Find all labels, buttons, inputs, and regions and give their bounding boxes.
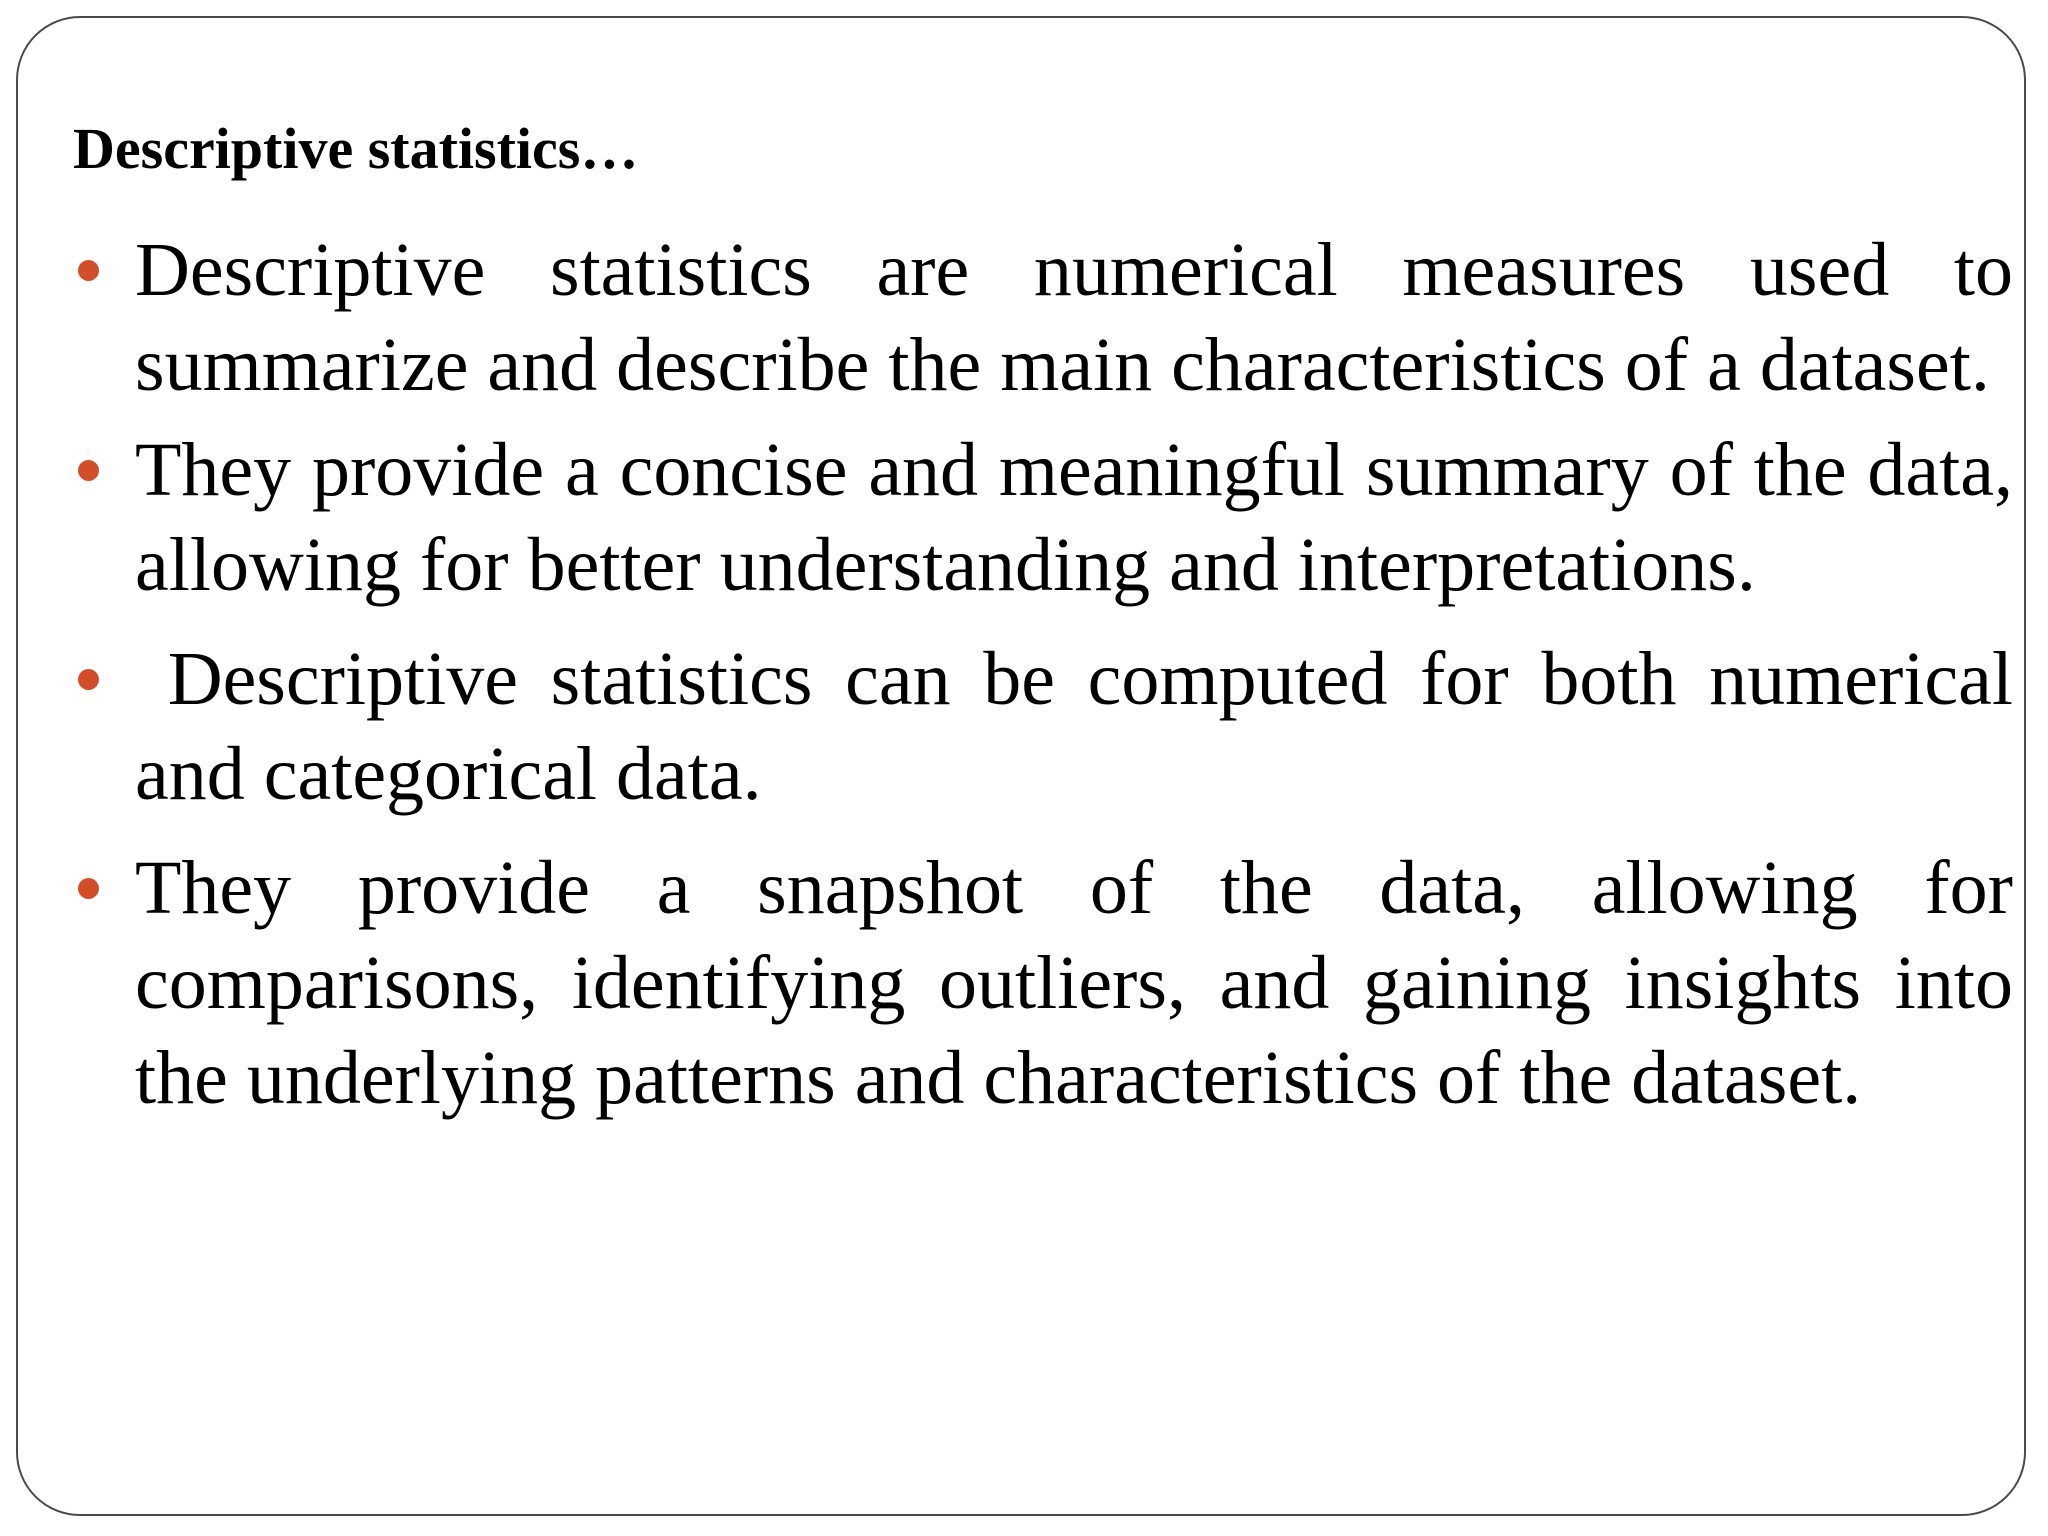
bullet-text: They provide a snapshot of the data, allowing for comparisons, identifying outliers, and gaining insights into the underlying patterns and characteristics of the dataset. [135,846,2013,1120]
bullet-list [73,223,2033,1145]
bullet-dot-icon [78,460,99,481]
bullet-item [73,841,2013,1126]
bullet-text: Descriptive statistics can be computed for both numerical and categorical data. [135,637,2033,816]
bullet-dot-icon [78,878,99,899]
slide-frame [16,16,2033,1516]
bullet-dot-icon [78,669,99,690]
bullet-item [73,423,2013,613]
bullet-text: They provide a concise and meaningful summary of the data, allowing for better understanding and interpretations. [135,428,2013,607]
bullet-dot-icon [78,260,99,281]
bullet-text: Descriptive statistics are numerical measures used to summarize and describe the main characteristics of a dataset. [135,228,2013,407]
bullet-item [73,223,2013,413]
slide-title: Descriptive statistics… [73,116,639,181]
bullet-item [73,632,2033,822]
